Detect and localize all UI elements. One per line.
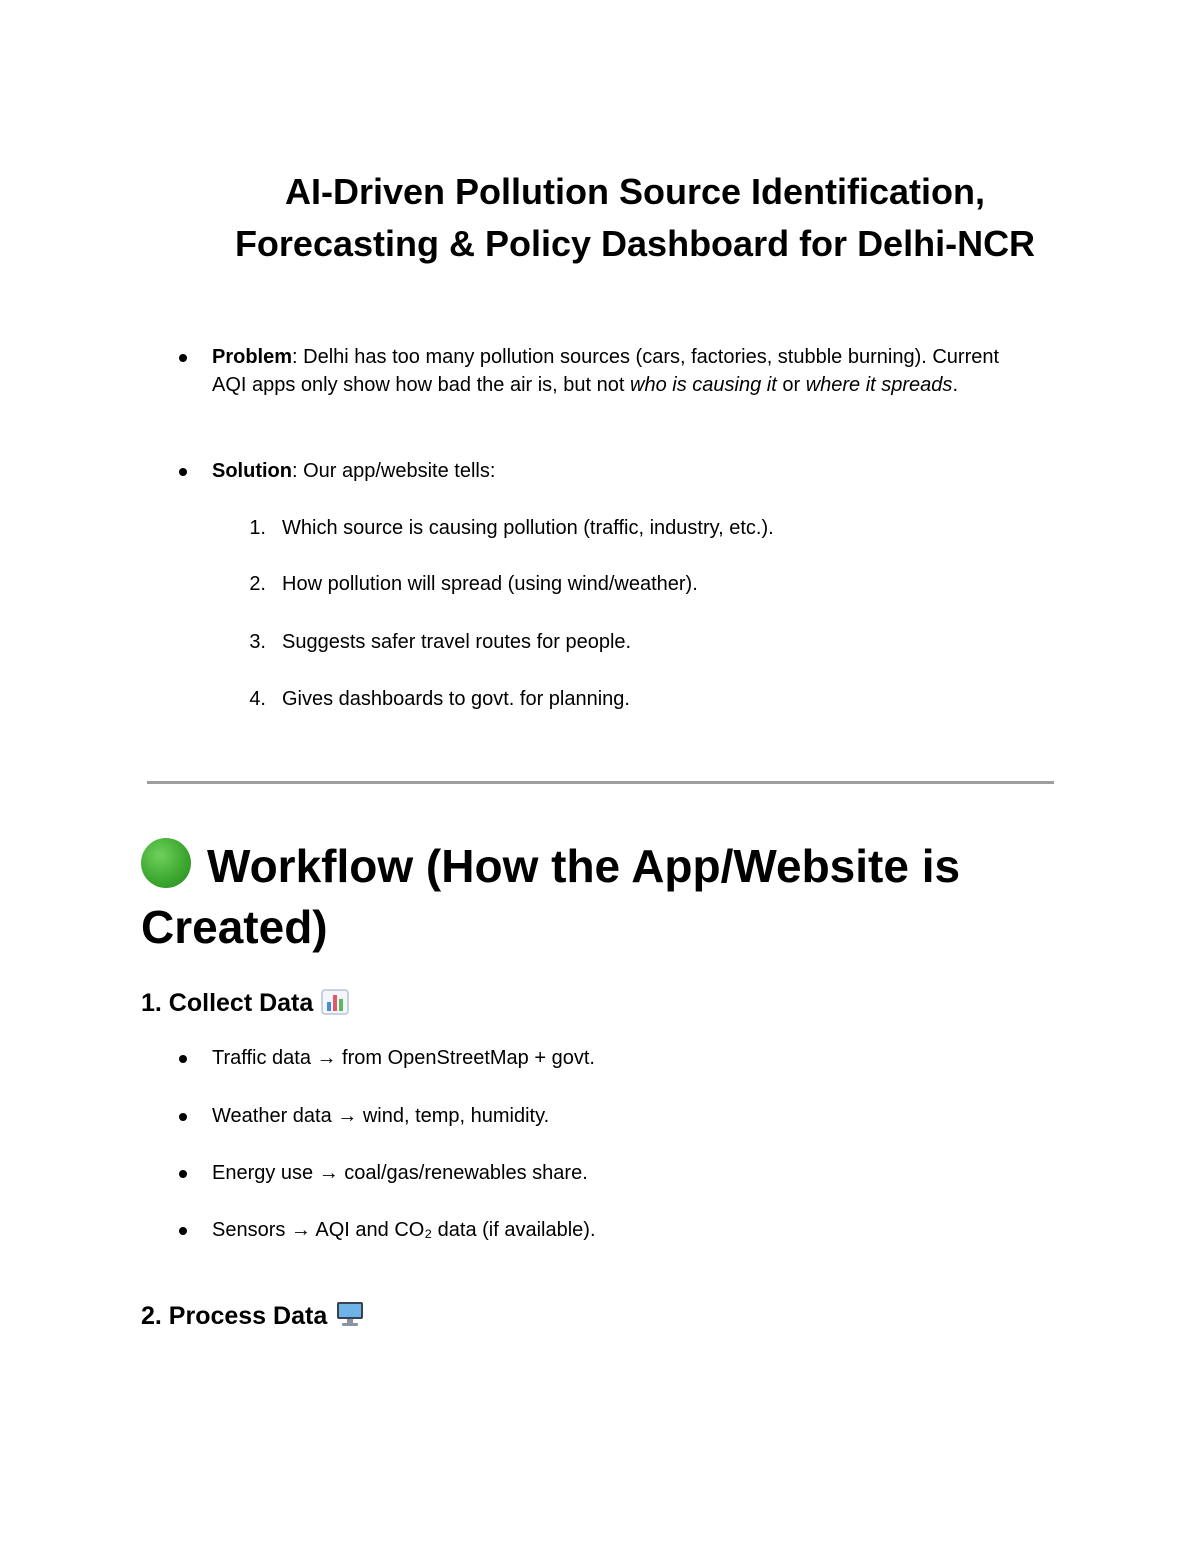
step-number: 2. [249,573,266,595]
problem-body: : Delhi has too many pollution sources (cars, factories, stubble burning). Current AQI apps only show how bad the air is, but not [212,346,1000,396]
step-number: 4. [249,688,266,710]
collect-item-text: Weather data → wind, temp, humidity. [212,1105,550,1127]
collect-item-text: Energy use → coal/gas/renewables share. [212,1162,588,1184]
bar-chart-icon [321,989,349,1023]
workflow-heading-text: Workflow (How the App/Website is Created) [141,840,961,953]
step-text: How pollution will spread (using wind/weather). [282,573,698,595]
green-circle-icon [141,838,191,888]
solution-text [212,457,1032,485]
solution-body: : Our app/website tells: [291,460,496,482]
document-title: AI-Driven Pollution Source Identification, Forecasting & Policy Dashboard for Delhi-NCR [234,171,1036,264]
step-text: Suggests safer travel routes for people. [282,631,632,653]
collect-item-text: Traffic data → from OpenStreetMap + govt. [212,1047,595,1069]
problem-emphasis-who: who is causing it [630,374,777,396]
process-data-heading [141,1300,365,1336]
process-data-heading-text: 2. Process Data [141,1302,328,1330]
collect-item-text: Sensors → AQI and CO₂ data (if available). [212,1219,596,1241]
desktop-computer-icon [335,1300,365,1336]
problem-emphasis-where: where it spreads [805,374,953,396]
workflow-heading [141,836,1041,958]
step-text: Gives dashboards to govt. for planning. [282,688,630,710]
horizontal-divider [147,781,1054,784]
collect-data-heading-text: 1. Collect Data [141,989,314,1017]
bullet-icon [179,468,187,476]
bullet-icon [179,1113,187,1121]
step-number: 1. [249,517,266,539]
bullet-icon [179,1055,187,1063]
step-text: Which source is causing pollution (traffic, industry, etc.). [282,517,774,539]
bullet-icon [179,1227,187,1235]
problem-text [212,343,1032,399]
problem-label: Problem [212,346,293,368]
bullet-icon [179,1170,187,1178]
problem-connector: or [776,374,806,396]
bullet-icon [179,354,187,362]
collect-data-heading [141,987,349,1023]
step-number: 3. [249,631,266,653]
solution-label: Solution [212,460,292,482]
problem-end: . [952,374,958,396]
